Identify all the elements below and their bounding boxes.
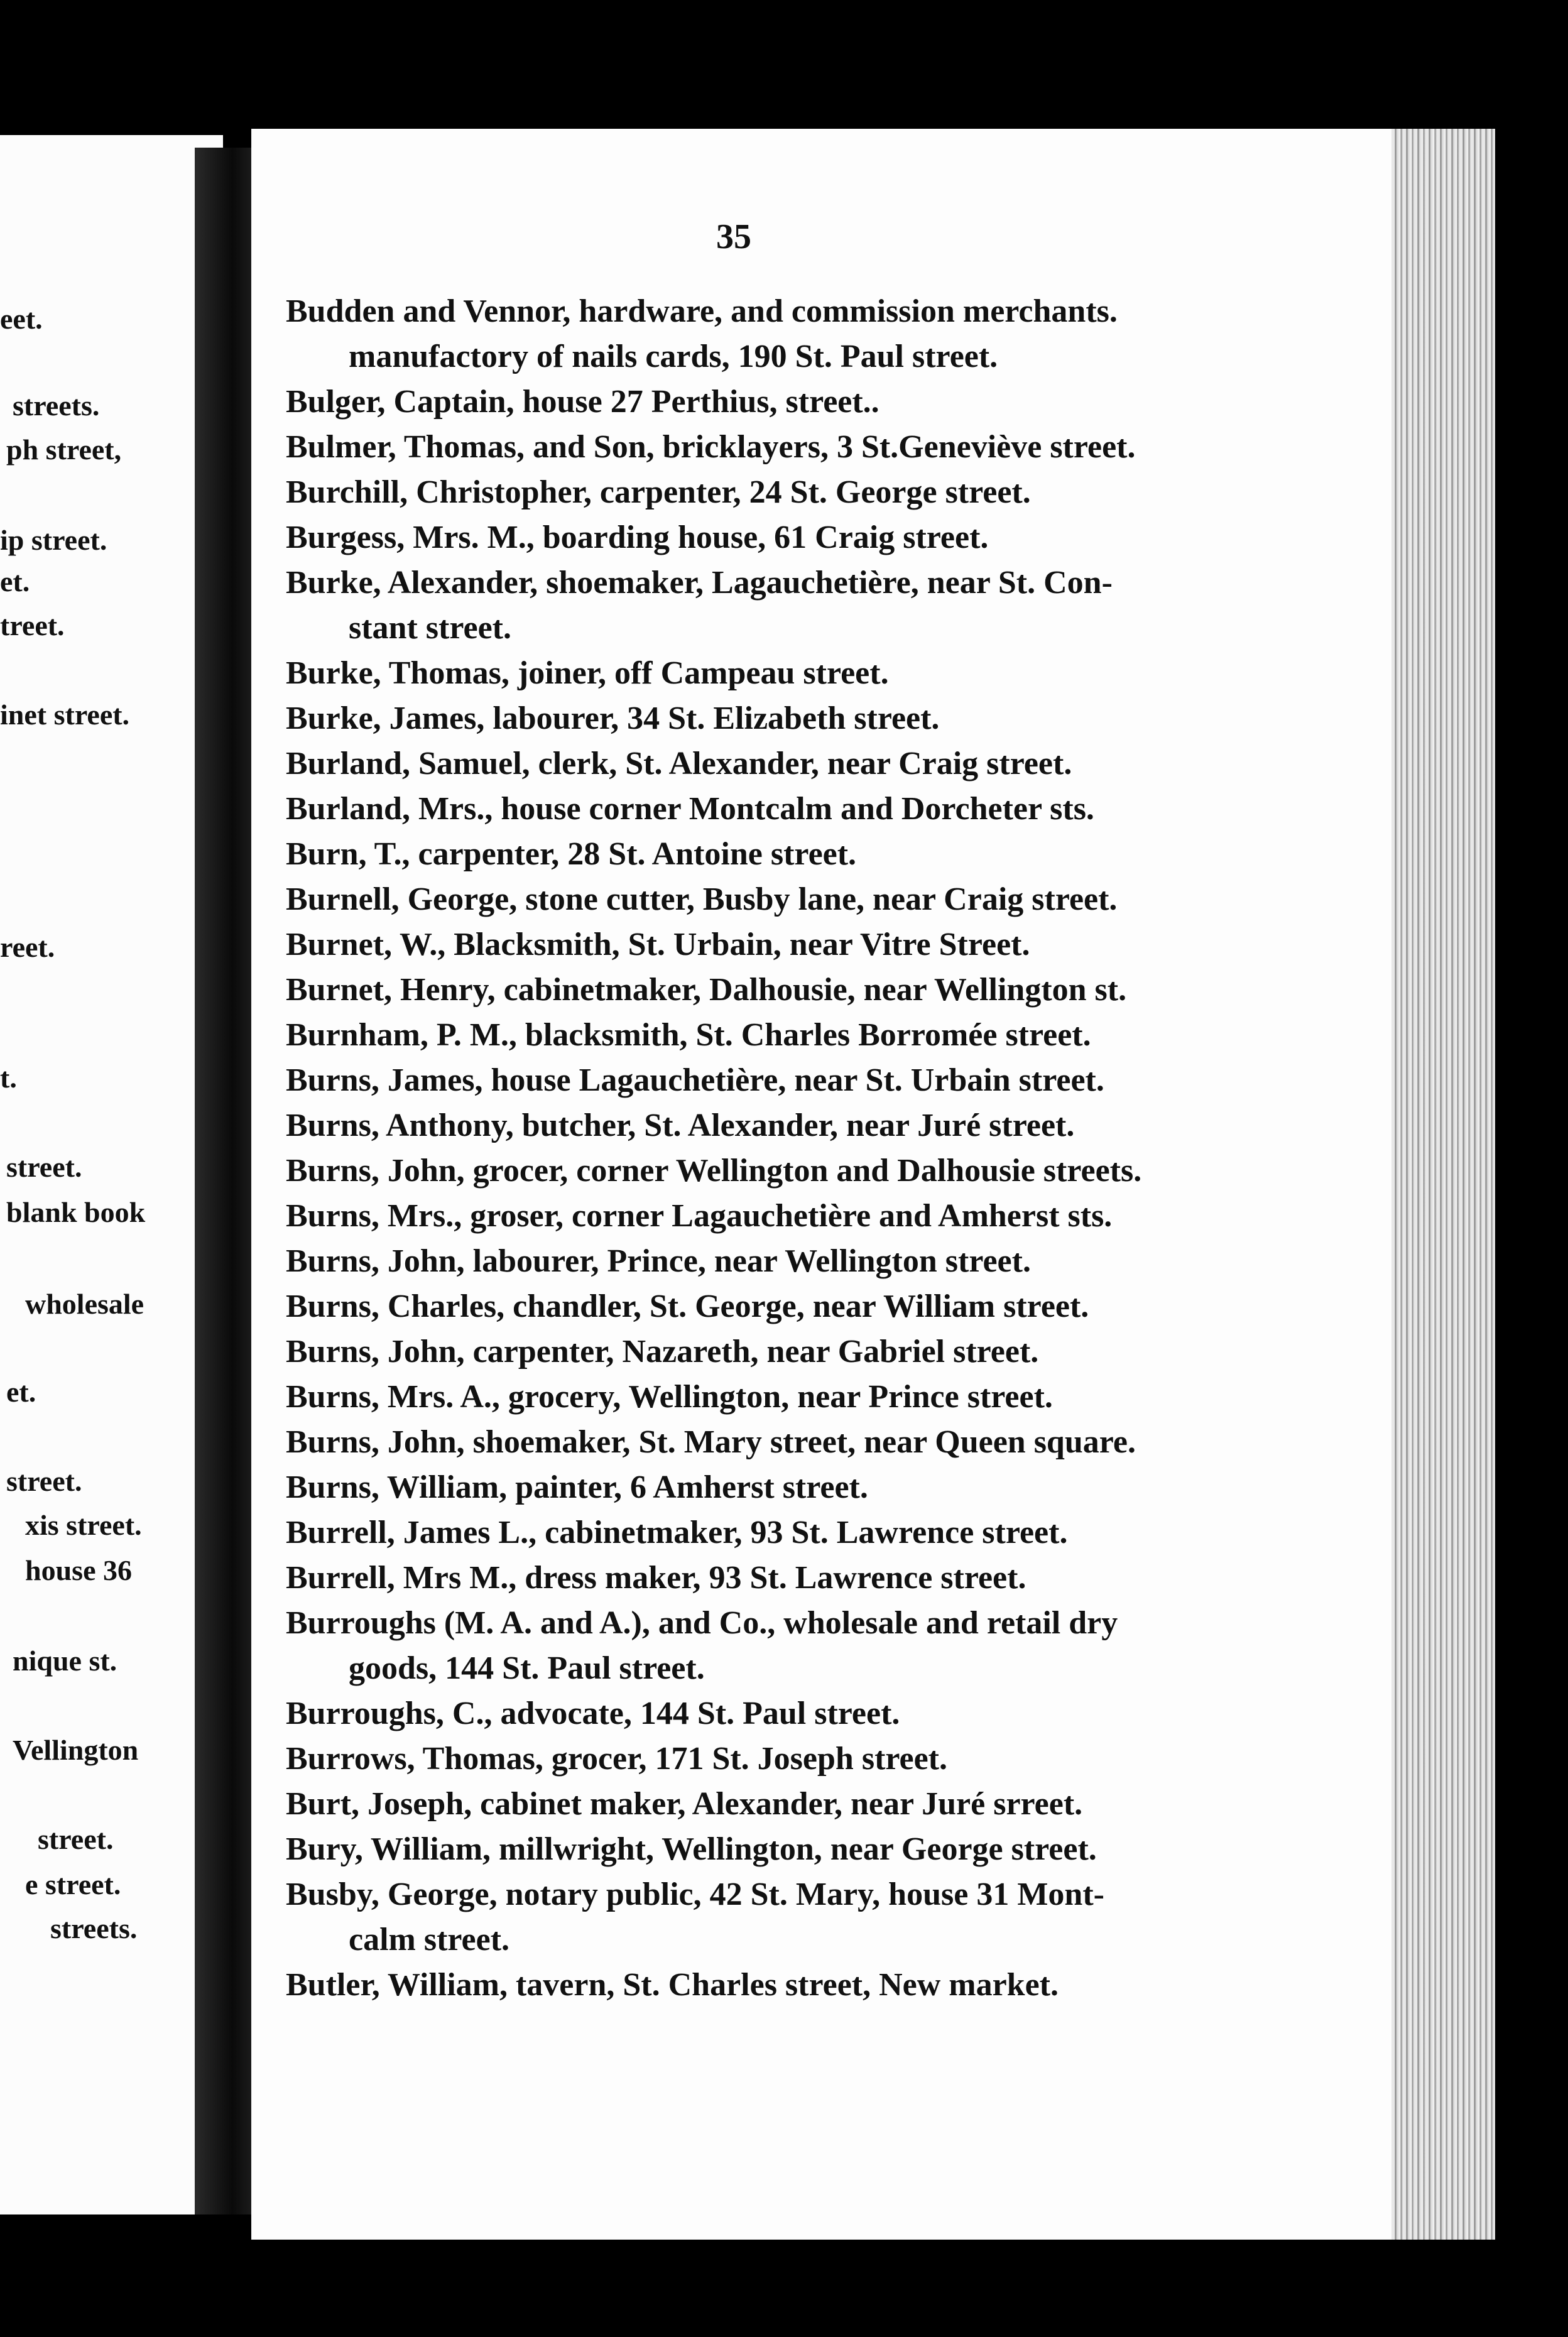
page-number: 35 [716, 217, 751, 256]
directory-entry [286, 832, 1266, 877]
directory-entry [286, 1691, 1266, 1736]
entry-text: Burchill, Christopher, carpenter, 24 St. George street. [286, 474, 1031, 510]
entry-text: Burns, Mrs. A., grocery, Wellington, near Prince street. [286, 1379, 1053, 1415]
entry-continuation: manufactory of nails cards, 190 St. Paul street. [349, 339, 998, 374]
page-edges [1391, 129, 1495, 2240]
directory-entry [286, 967, 1266, 1013]
left-page-line: ph street, [6, 433, 122, 466]
directory-entry [286, 560, 1266, 651]
entry-continuation: stant street. [349, 610, 511, 646]
left-page-line: street. [6, 1151, 82, 1183]
directory-entry [286, 470, 1266, 515]
directory-entry [286, 289, 1266, 379]
left-page-line: e street. [25, 1868, 121, 1900]
entry-text: Burrows, Thomas, grocer, 171 St. Joseph street. [286, 1741, 947, 1777]
entry-continuation: goods, 144 St. Paul street. [349, 1650, 705, 1686]
directory-entry [286, 787, 1266, 832]
directory-entry [286, 1555, 1266, 1601]
directory-entry [286, 425, 1266, 470]
entry-text: Butler, William, tavern, St. Charles street, New market. [286, 1967, 1059, 2003]
entry-text: Burgess, Mrs. M., boarding house, 61 Craig street. [286, 520, 989, 555]
directory-entry [286, 696, 1266, 741]
left-page-line: treet. [0, 609, 65, 641]
entry-text: Burns, Anthony, butcher, St. Alexander, near Juré street. [286, 1108, 1075, 1143]
left-page-line: house 36 [25, 1554, 132, 1586]
entry-text: Burns, John, carpenter, Nazareth, near Gabriel street. [286, 1334, 1039, 1370]
entry-text: Budden and Vennor, hardware, and commission merchants. [286, 293, 1118, 329]
directory-entry [286, 1465, 1266, 1510]
directory-entry [286, 515, 1266, 560]
left-page-line: ip street. [0, 524, 107, 556]
directory-entry [286, 1963, 1266, 2008]
left-page-line: et. [6, 1376, 36, 1408]
entry-text: Burke, Thomas, joiner, off Campeau street. [286, 655, 889, 691]
entry-text: Burroughs, C., advocate, 144 St. Paul street. [286, 1696, 900, 1731]
entry-text: Burnham, P. M., blacksmith, St. Charles Borromée street. [286, 1017, 1091, 1053]
entry-text: Burns, Charles, chandler, St. George, near William street. [286, 1288, 1089, 1324]
book-gutter [195, 148, 258, 2214]
directory-entry [286, 1148, 1266, 1194]
entry-text: Bury, William, millwright, Wellington, near George street. [286, 1831, 1097, 1867]
entry-continuation: calm street. [349, 1922, 510, 1958]
directory-entry [286, 1420, 1266, 1465]
entry-text: Burroughs (M. A. and A.), and Co., wholesale and retail dry [286, 1605, 1118, 1641]
left-page-fragment [0, 135, 223, 2214]
directory-entries [286, 289, 1266, 2008]
entry-text: Burns, John, labourer, Prince, near Wellington street. [286, 1243, 1031, 1279]
directory-entry [286, 1872, 1266, 1963]
left-page-line: streets. [13, 389, 100, 422]
entry-text: Burland, Samuel, clerk, St. Alexander, near Craig street. [286, 746, 1072, 782]
entry-text: Burnell, George, stone cutter, Busby lane, near Craig street. [286, 881, 1118, 917]
directory-entry [286, 1510, 1266, 1555]
directory-entry [286, 1058, 1266, 1103]
entry-text: Bulger, Captain, house 27 Perthius, street.. [286, 384, 879, 420]
entry-text: Bulmer, Thomas, and Son, bricklayers, 3 St.Geneviève street. [286, 429, 1136, 465]
entry-text: Burns, Mrs., groser, corner Lagauchetière and Amherst sts. [286, 1198, 1113, 1234]
directory-entry [286, 922, 1266, 967]
entry-text: Burns, James, house Lagauchetière, near St. Urbain street. [286, 1062, 1104, 1098]
entry-text: Burns, John, shoemaker, St. Mary street, near Queen square. [286, 1424, 1136, 1460]
directory-entry [286, 1194, 1266, 1239]
left-page-line: nique st. [13, 1645, 117, 1677]
entry-text: Busby, George, notary public, 42 St. Mary, house 31 Mont- [286, 1877, 1104, 1912]
entry-text: Burke, Alexander, shoemaker, Lagauchetière, near St. Con- [286, 565, 1113, 601]
entry-text: Burke, James, labourer, 34 St. Elizabeth street. [286, 700, 940, 736]
directory-entry [286, 1284, 1266, 1329]
directory-entry [286, 379, 1266, 425]
directory-entry [286, 1013, 1266, 1058]
left-page-line: inet street. [0, 699, 130, 731]
directory-entry [286, 651, 1266, 696]
entry-text: Burnet, Henry, cabinetmaker, Dalhousie, near Wellington st. [286, 972, 1127, 1008]
left-page-line: wholesale [25, 1288, 144, 1320]
directory-entry [286, 1103, 1266, 1148]
directory-entry [286, 1375, 1266, 1420]
directory-entry [286, 1329, 1266, 1375]
directory-entry [286, 741, 1266, 787]
directory-entry [286, 1827, 1266, 1872]
entry-text: Burrell, James L., cabinetmaker, 93 St. Lawrence street. [286, 1515, 1068, 1550]
left-page-line: street. [38, 1823, 114, 1855]
left-page-line: street. [6, 1465, 82, 1497]
left-page-line: eet. [0, 303, 43, 335]
entry-text: Burn, T., carpenter, 28 St. Antoine street. [286, 836, 857, 872]
left-page-line: blank book [6, 1196, 146, 1228]
entry-text: Burt, Joseph, cabinet maker, Alexander, near Juré srreet. [286, 1786, 1083, 1822]
left-page-line: streets. [50, 1912, 138, 1944]
directory-entry [286, 1601, 1266, 1691]
entry-text: Burnet, W., Blacksmith, St. Urbain, near Vitre Street. [286, 927, 1030, 962]
entry-text: Burns, William, painter, 6 Amherst street. [286, 1469, 868, 1505]
left-page-line: Vellington [13, 1734, 139, 1766]
entry-text: Burns, John, grocer, corner Wellington and Dalhousie streets. [286, 1153, 1142, 1189]
directory-entry [286, 1736, 1266, 1782]
directory-entry [286, 1239, 1266, 1284]
entry-text: Burrell, Mrs M., dress maker, 93 St. Lawrence street. [286, 1560, 1026, 1596]
entry-text: Burland, Mrs., house corner Montcalm and Dorcheter sts. [286, 791, 1094, 827]
left-page-line: reet. [0, 931, 55, 963]
left-page-line: t. [0, 1062, 17, 1094]
left-page-line: et. [0, 565, 30, 597]
directory-entry [286, 1782, 1266, 1827]
left-page-line: xis street. [25, 1509, 142, 1541]
directory-entry [286, 877, 1266, 922]
